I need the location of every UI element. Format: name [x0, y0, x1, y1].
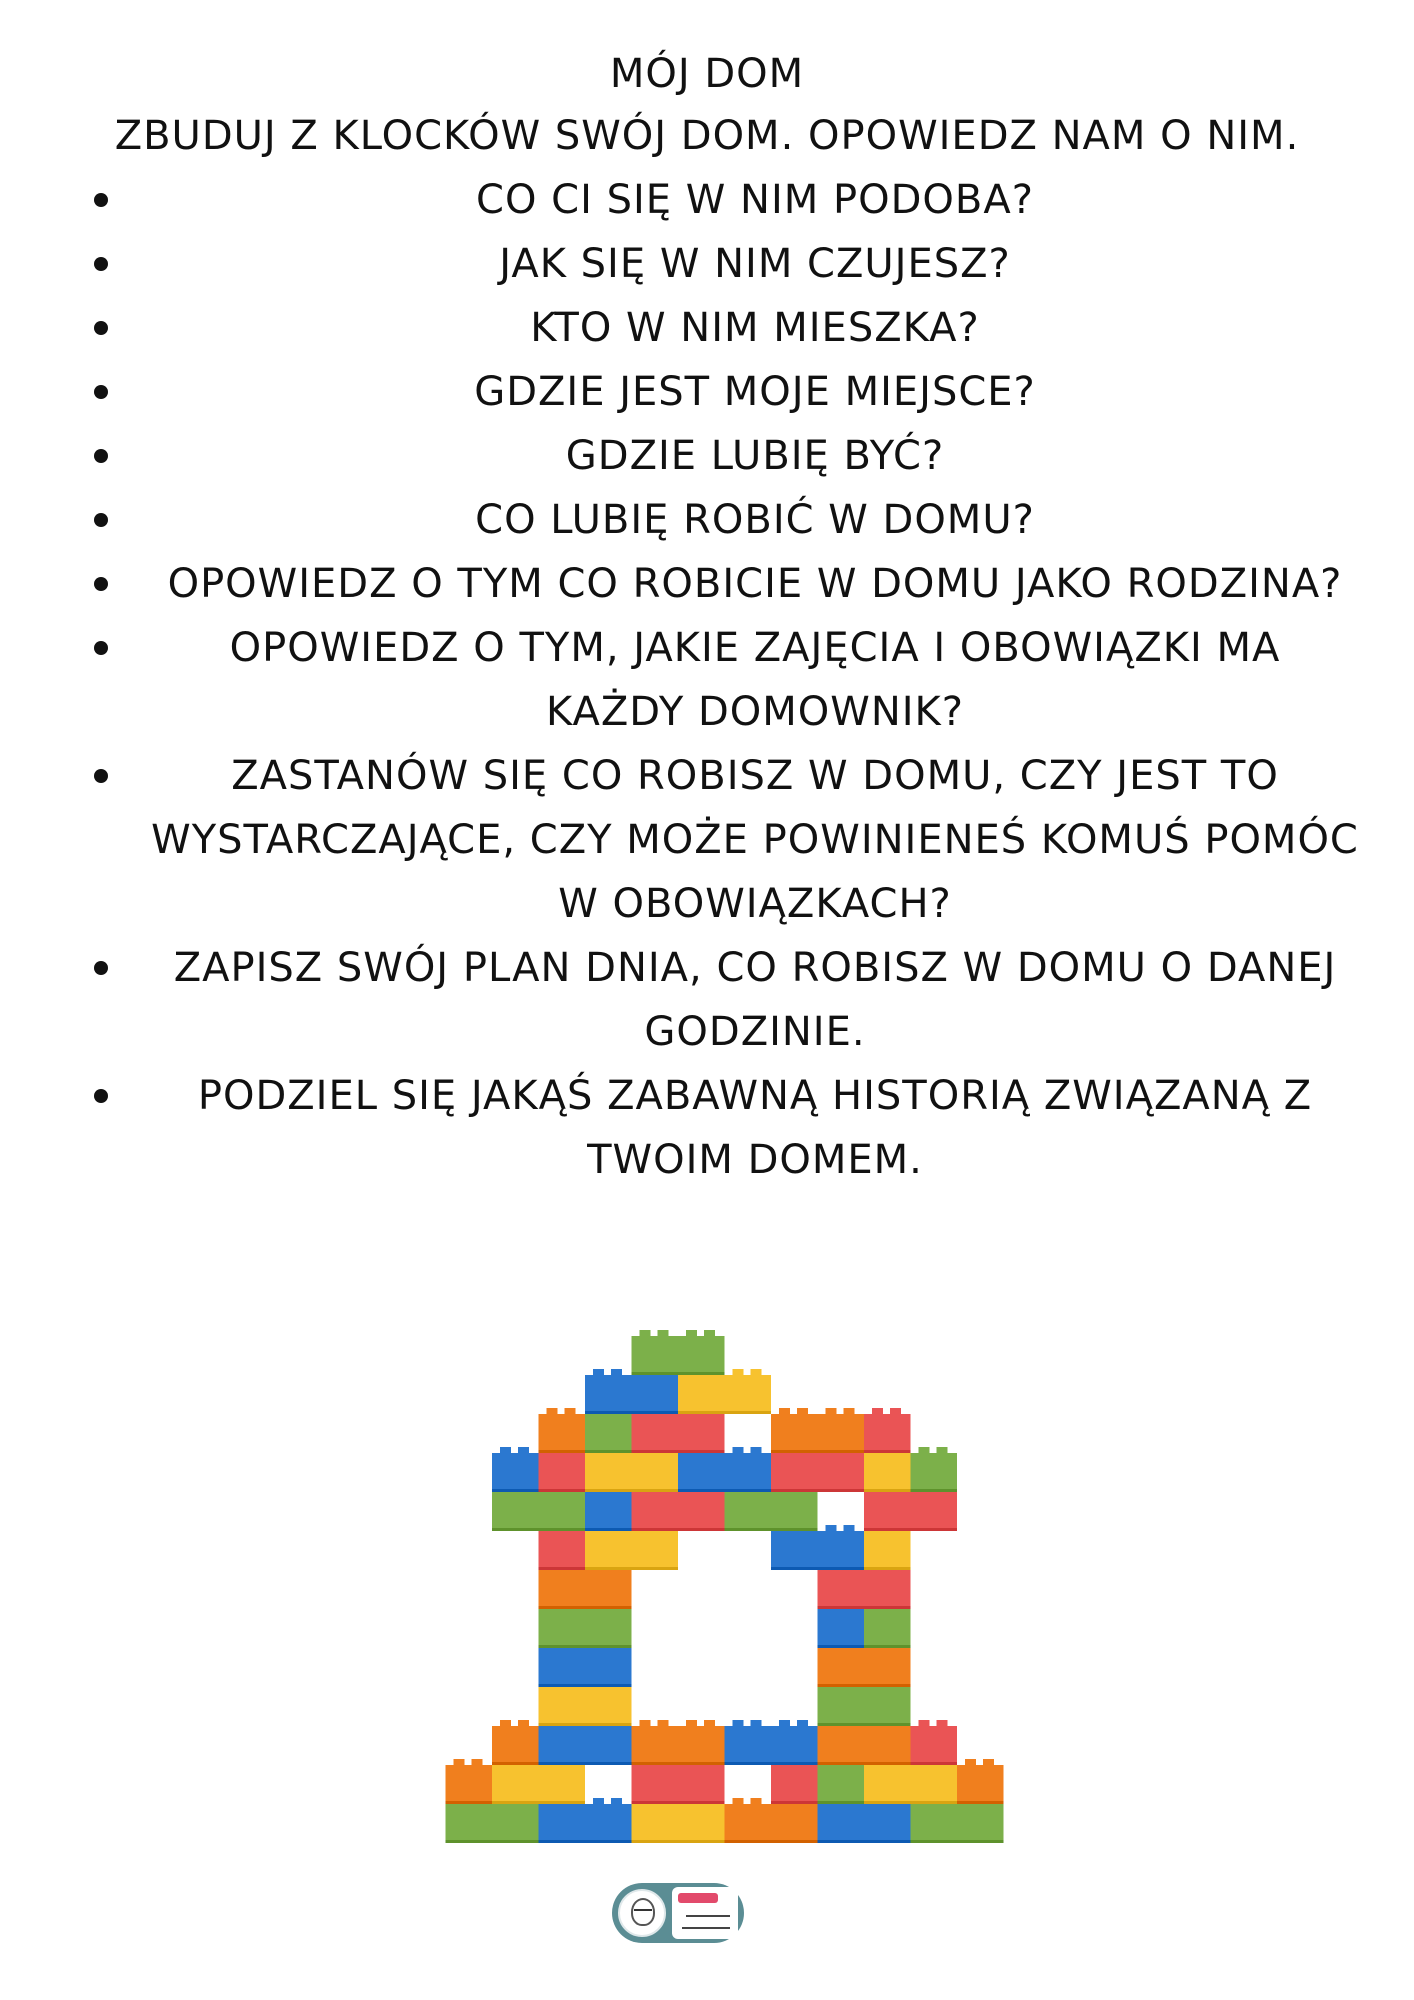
lego-brick [492, 1765, 585, 1804]
lego-brick [771, 1453, 864, 1492]
lego-brick [539, 1648, 632, 1687]
lego-brick [446, 1804, 539, 1843]
lego-brick [818, 1765, 865, 1804]
list-item-text: GDZIE JEST MOJE MIEJSCE? [474, 369, 1036, 415]
lego-brick [539, 1531, 586, 1570]
lego-brick [492, 1492, 585, 1531]
lego-brick [492, 1447, 539, 1492]
lego-brick [678, 1369, 771, 1414]
lego-brick [911, 1720, 958, 1765]
lego-brick [539, 1453, 586, 1492]
lego-brick [492, 1720, 539, 1765]
lego-brick [864, 1765, 957, 1804]
lego-brick [818, 1726, 911, 1765]
lego-brick [585, 1369, 678, 1414]
list-item-text: JAK SIĘ W NIM CZUJESZ? [499, 241, 1011, 287]
lego-brick [911, 1804, 1004, 1843]
lego-brick [585, 1414, 632, 1453]
lego-brick [632, 1804, 725, 1843]
lego-brick [818, 1648, 911, 1687]
lego-brick [632, 1720, 725, 1765]
lego-brick [585, 1492, 632, 1531]
list-item-text: GDZIE LUBIĘ BYĆ? [565, 433, 945, 479]
lego-brick [539, 1726, 632, 1765]
list-item-text: W OBOWIĄZKACH? [558, 881, 952, 927]
lego-brick [585, 1531, 678, 1570]
lego-brick [725, 1720, 818, 1765]
list-item-text: CO CI SIĘ W NIM PODOBA? [476, 177, 1034, 223]
lego-brick [864, 1408, 911, 1453]
list-item-text: CO LUBIĘ ROBIĆ W DOMU? [475, 497, 1035, 543]
lego-brick [632, 1492, 725, 1531]
lego-brick [632, 1765, 725, 1804]
page-title: MÓJ DOM [609, 51, 805, 97]
author-logo-badge [612, 1883, 744, 1943]
lego-brick [771, 1765, 818, 1804]
lego-brick [678, 1447, 771, 1492]
lego-brick [632, 1330, 725, 1375]
list-item-text: PODZIEL SIĘ JAKĄŚ ZABAWNĄ HISTORIĄ ZWIĄZANĄ Z [197, 1073, 1313, 1119]
lego-brick [818, 1687, 911, 1726]
lego-brick [539, 1609, 632, 1648]
lego-brick [585, 1453, 678, 1492]
author-face-icon [618, 1889, 666, 1937]
lego-brick [539, 1798, 632, 1843]
lego-brick [864, 1609, 911, 1648]
lego-brick [539, 1687, 632, 1726]
list-item-text: WYSTARCZAJĄCE, CZY MOŻE POWINIENEŚ KOMUŚ POMÓC [151, 817, 1359, 863]
list-item-text: OPOWIEDZ O TYM, JAKIE ZAJĘCIA I OBOWIĄZKI MA [229, 625, 1281, 671]
lego-brick [771, 1408, 864, 1453]
lego-brick [446, 1759, 493, 1804]
lego-brick [864, 1531, 911, 1570]
lego-brick [771, 1525, 864, 1570]
lego-brick [818, 1609, 865, 1648]
lego-brick [539, 1570, 632, 1609]
list-item-text: ZAPISZ SWÓJ PLAN DNIA, CO ROBISZ W DOMU O DANEJ [173, 945, 1337, 991]
list-item-text: KTO W NIM MIESZKA? [530, 305, 980, 351]
lego-brick [957, 1759, 1004, 1804]
lego-brick [539, 1408, 586, 1453]
lego-brick [864, 1492, 957, 1531]
list-item-text: TWOIM DOMEM. [587, 1137, 923, 1183]
lego-brick [818, 1804, 911, 1843]
lego-brick [725, 1798, 818, 1843]
author-signature-icon [672, 1887, 738, 1939]
list-item-text: KAŻDY DOMOWNIK? [545, 689, 965, 735]
list-item-text: GODZINIE. [644, 1009, 866, 1055]
list-item-text: ZASTANÓW SIĘ CO ROBISZ W DOMU, CZY JEST TO [231, 753, 1279, 799]
lego-brick [818, 1570, 911, 1609]
lego-brick [725, 1492, 818, 1531]
lego-brick [632, 1414, 725, 1453]
intro-text: ZBUDUJ Z KLOCKÓW SWÓJ DOM. OPOWIEDZ NAM O NIM. [114, 113, 1300, 159]
lego-brick [911, 1447, 958, 1492]
list-item-text: OPOWIEDZ O TYM CO ROBICIE W DOMU JAKO RODZINA? [167, 561, 1343, 607]
lego-brick [864, 1453, 911, 1492]
